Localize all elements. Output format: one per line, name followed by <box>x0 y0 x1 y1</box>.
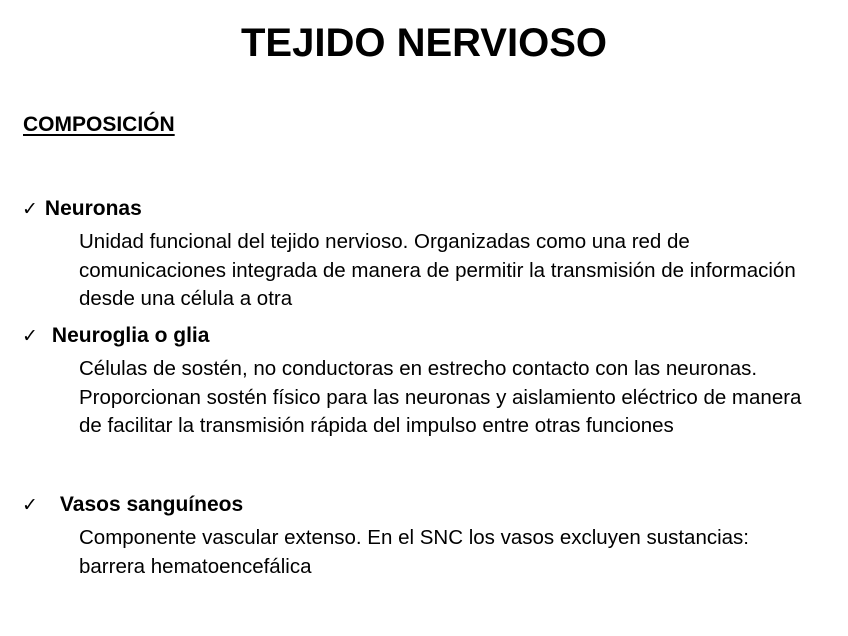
list-item-label: Vasos sanguíneos <box>59 493 244 516</box>
section-heading: COMPOSICIÓN <box>23 113 175 136</box>
list-item-header <box>22 196 142 222</box>
checkmark-icon: ✓ <box>22 198 38 220</box>
list-item-label: Neuroglia o glia <box>51 324 210 347</box>
list-item-description: Unidad funcional del tejido nervioso. Organizadas como una red de comunicaciones integrada de manera de permitir la transmisión de información desde una célula a otra <box>79 230 796 310</box>
list-item-label: Neuronas <box>44 197 142 220</box>
list-item-header <box>22 492 243 518</box>
list-item-description: Componente vascular extenso. En el SNC los vasos excluyen sustancias: barrera hematoencefálica <box>79 526 750 578</box>
list-item-description: Células de sostén, no conductoras en estrecho contacto con las neuronas. Proporcionan sostén físico para las neuronas y aislamiento eléctrico de manera de facilitar la transmisión rápida del impulso entre otras funciones <box>79 357 802 437</box>
checkmark-icon: ✓ <box>22 494 38 516</box>
page-title: TEJIDO NERVIOSO <box>240 21 607 65</box>
checkmark-icon: ✓ <box>22 325 38 347</box>
list-item-header <box>22 323 209 349</box>
